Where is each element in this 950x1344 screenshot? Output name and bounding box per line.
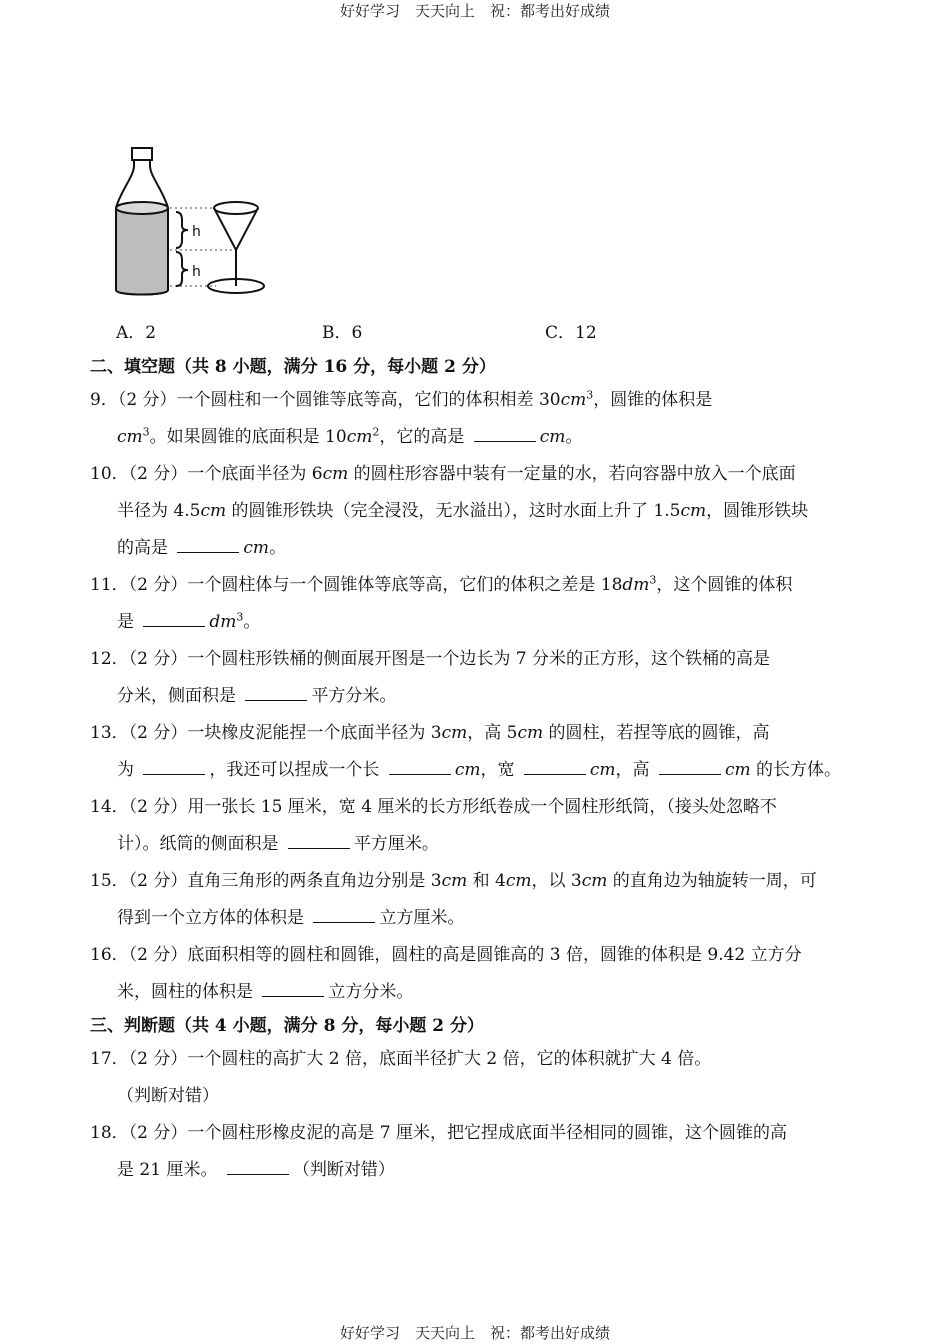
q9-text: 。如果圆锥的底面积是 10 <box>149 427 347 447</box>
unit: cm <box>454 760 481 780</box>
question-12 <box>90 641 860 715</box>
sup: 2 <box>372 425 380 439</box>
sup: 3 <box>142 425 150 439</box>
q11-text: 11．（2 分）一个圆柱体与一个圆锥体等底等高，它们的体积之差是 18 <box>90 575 623 595</box>
page-footer: 好好学习 天天向上 祝：都考出好成绩 <box>339 1324 610 1342</box>
unit: dm <box>209 612 237 632</box>
q12-text: 平方分米。 <box>311 686 397 706</box>
unit: cm <box>346 427 373 447</box>
unit: cm <box>322 464 349 484</box>
question-16 <box>90 937 860 1011</box>
q15-text: ，以 3 <box>531 871 582 891</box>
question-15 <box>90 863 860 937</box>
question-13 <box>90 715 860 789</box>
question-9 <box>90 382 860 456</box>
q11-text: ，这个圆锥的体积 <box>656 575 793 595</box>
unit: dm <box>622 575 650 595</box>
answer-blank[interactable] <box>262 982 324 997</box>
answer-blank[interactable] <box>177 538 239 553</box>
cone-glass-icon <box>208 202 264 293</box>
q16-text: 米，圆柱的体积是 <box>117 982 259 1002</box>
unit: cm <box>680 501 707 521</box>
answer-blank[interactable] <box>474 427 536 442</box>
unit: cm <box>505 871 532 891</box>
q13-text: ，我还可以捏成一个长 <box>209 760 385 780</box>
bottle-and-cone-glass-figure <box>108 140 278 306</box>
q9-text: ，它的高是 <box>379 427 470 447</box>
choice-c[interactable]: C．12 <box>545 323 597 343</box>
answer-blank[interactable] <box>313 908 375 923</box>
q15-text: 的直角边为轴旋转一周，可 <box>607 871 817 891</box>
q15-text: 立方厘米。 <box>379 908 465 928</box>
answer-blank[interactable] <box>143 612 205 627</box>
q13-text: 的圆柱，若捏等底的圆锥，高 <box>543 723 770 743</box>
choice-a[interactable]: A．2 <box>116 323 157 343</box>
unit: cm <box>243 538 270 558</box>
answer-blank[interactable] <box>524 760 586 775</box>
unit: cm <box>589 760 616 780</box>
unit: cm <box>517 723 544 743</box>
answer-blank[interactable] <box>288 834 350 849</box>
q13-text: 为 <box>117 760 140 780</box>
unit: cm <box>560 390 587 410</box>
q11-text: 是 <box>117 612 140 632</box>
section-fill-title: 二、填空题（共 8 小题，满分 16 分，每小题 2 分） <box>90 357 496 377</box>
question-content <box>90 352 860 1189</box>
answer-blank[interactable] <box>245 686 307 701</box>
sup: 3 <box>649 573 657 587</box>
question-18 <box>90 1115 860 1189</box>
question-14 <box>90 789 860 863</box>
q16-text: 立方分米。 <box>328 982 414 1002</box>
q13-text: ，高 5 <box>467 723 518 743</box>
q10-text: 的圆锥形铁块（完全浸没，无水溢出），这时水面上升了 1.5 <box>226 501 681 521</box>
q9-text: ，圆锥的体积是 <box>593 390 713 410</box>
q10-text: 的圆柱形容器中装有一定量的水，若向容器中放入一个底面 <box>348 464 796 484</box>
q15-text: 得到一个立方体的体积是 <box>117 908 310 928</box>
q15-text: 和 4 <box>467 871 506 891</box>
q9-text: 9．（2 分）一个圆柱和一个圆锥等底等高，它们的体积相差 30 <box>90 390 561 410</box>
q13-text: 13．（2 分）一块橡皮泥能捏一个底面半径为 3 <box>90 723 442 743</box>
q10-text: 半径为 4.5 <box>117 501 201 521</box>
unit: cm <box>117 427 143 447</box>
q10-text: 的高是 <box>117 538 174 558</box>
q14-text: 14．（2 分）用一张长 15 厘米，宽 4 厘米的长方形纸卷成一个圆柱形纸筒，（接头处忽略不 <box>90 797 777 817</box>
q14-text: 平方厘米。 <box>353 834 439 854</box>
q18-text: （判断对错） <box>292 1160 395 1180</box>
q10-text: ，圆锥形铁块 <box>706 501 809 521</box>
question-10 <box>90 456 860 567</box>
sup: 3 <box>586 388 594 402</box>
page-header: 好好学习 天天向上 祝：都考出好成绩 <box>339 2 610 20</box>
section-judge-title: 三、判断题（共 4 小题，满分 8 分，每小题 2 分） <box>90 1016 484 1036</box>
q12-text: 12．（2 分）一个圆柱形铁桶的侧面展开图是一个边长为 7 分米的正方形，这个铁桶的高是 <box>90 649 770 669</box>
q12-text: 分米，侧面积是 <box>117 686 242 706</box>
q11-text: 。 <box>243 612 261 632</box>
unit: cm <box>539 427 566 447</box>
q13-text: ，高 <box>615 760 655 780</box>
height-label-top: h <box>192 224 201 240</box>
height-label-bottom: h <box>192 264 201 280</box>
q10-text: 10．（2 分）一个底面半径为 6 <box>90 464 323 484</box>
unit: cm <box>200 501 227 521</box>
unit: cm <box>441 723 468 743</box>
question-11 <box>90 567 860 641</box>
question-17 <box>90 1041 860 1115</box>
q18-text: 18．（2 分）一个圆柱形橡皮泥的高是 7 厘米，把它捏成底面半径相同的圆锥，这个圆锥的高 <box>90 1123 787 1143</box>
q16-text: 16．（2 分）底面积相等的圆柱和圆锥，圆柱的高是圆锥高的 3 倍，圆锥的体积是 9.42 立方分 <box>90 945 802 965</box>
choice-b[interactable]: B．6 <box>322 323 363 343</box>
answer-blank[interactable] <box>227 1160 289 1175</box>
q17-text: 17．（2 分）一个圆柱的高扩大 2 倍，底面半径扩大 2 倍，它的体积就扩大 4 倍。 <box>90 1049 712 1069</box>
q18-text: 是 21 厘米。 <box>117 1160 223 1180</box>
answer-blank[interactable] <box>659 760 721 775</box>
q14-text: 计）。纸筒的侧面积是 <box>117 834 284 854</box>
q15-text: 15．（2 分）直角三角形的两条直角边分别是 3 <box>90 871 442 891</box>
q13-text: ，宽 <box>480 760 520 780</box>
q10-text: 。 <box>269 538 287 558</box>
unit: cm <box>441 871 468 891</box>
answer-blank[interactable] <box>389 760 451 775</box>
q17-text: （判断对错） <box>117 1086 219 1106</box>
sup: 3 <box>236 610 244 624</box>
q13-text: 的长方体。 <box>750 760 841 780</box>
q9-text: 。 <box>565 427 583 447</box>
answer-blank[interactable] <box>143 760 205 775</box>
unit: cm <box>581 871 608 891</box>
unit: cm <box>724 760 751 780</box>
